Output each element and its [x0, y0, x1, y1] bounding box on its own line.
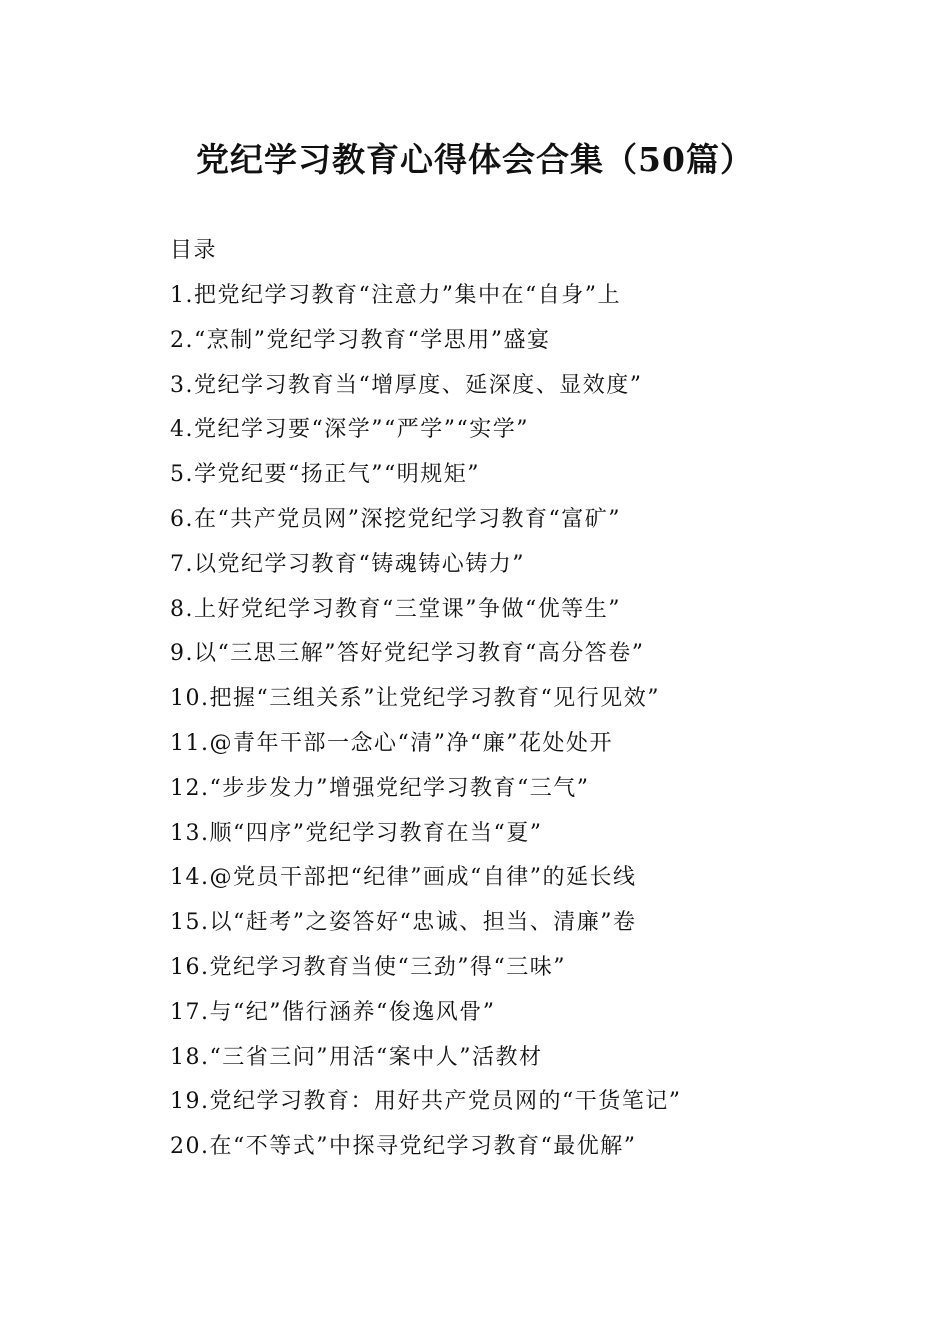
toc-item: 1.把党纪学习教育“注意力”集中在“自身”上 [170, 283, 621, 308]
toc-item: 15.以“赶考”之姿答好“忠诚、担当、清廉”卷 [170, 910, 637, 936]
toc-item: 4.党纪学习要“深学”“严学”“实学” [170, 417, 529, 443]
toc-item: 16.党纪学习教育当使“三劲”得“三味” [170, 954, 566, 980]
toc-item: 11.@青年干部一念心“清”净“廉”花处处开 [170, 730, 613, 756]
toc-item: 8.上好党纪学习教育“三堂课”争做“优等生” [170, 596, 621, 622]
document-title: 党纪学习教育心得体会合集（50篇） [196, 140, 754, 179]
toc-item: 13.顺“四序”党纪学习教育在当“夏” [170, 820, 543, 846]
toc-item: 5.学党纪要“扬正气”“明规矩” [170, 462, 480, 488]
toc-item: 19.党纪学习教育：用好共产党员网的“干货笔记” [170, 1089, 682, 1115]
toc-list [170, 278, 890, 1174]
toc-item: 17.与“纪”偕行涵养“俊逸风骨” [170, 999, 496, 1025]
toc-item: 18.“三省三问”用活“案中人”活教材 [170, 1044, 543, 1070]
toc-item: 2.“烹制”党纪学习教育“学思用”盛宴 [170, 327, 551, 353]
toc-item: 14.@党员干部把“纪律”画成“自律”的延长线 [170, 865, 637, 891]
toc-item: 9.以“三思三解”答好党纪学习教育“高分答卷” [170, 641, 645, 667]
toc-item: 7.以党纪学习教育“铸魂铸心铸力” [170, 551, 525, 577]
toc-item: 12.“步步发力”增强党纪学习教育“三气” [170, 775, 590, 801]
table-of-contents [170, 233, 890, 1174]
toc-item: 10.把握“三组关系”让党纪学习教育“见行见效” [170, 686, 660, 712]
toc-item: 20.在“不等式”中探寻党纪学习教育“最优解” [170, 1134, 637, 1160]
toc-item: 6.在“共产党员网”深挖党纪学习教育“富矿” [170, 506, 621, 532]
toc-item: 3.党纪学习教育当“增厚度、延深度、显效度” [170, 372, 643, 398]
toc-heading: 目录 [170, 238, 218, 263]
